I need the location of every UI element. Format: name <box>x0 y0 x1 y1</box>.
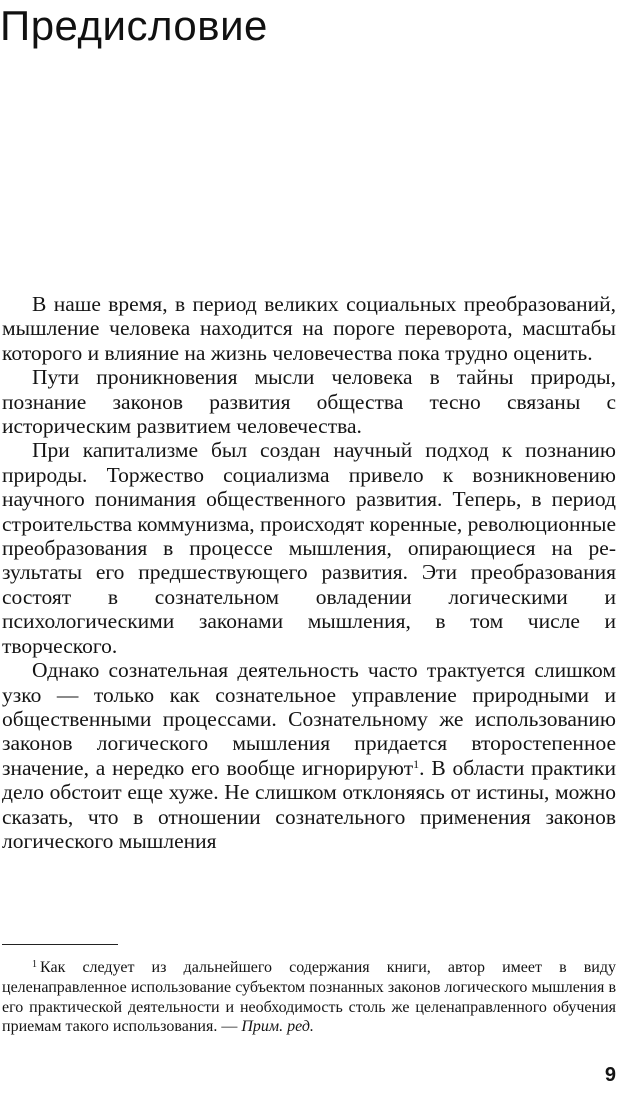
paragraph-4-text-end: . В области практики дело обстоит еще хуже. Не слишком отклоняясь от истины, можно сказать, что в отношении сознательного применения законов логического мышления <box>2 755 616 853</box>
paragraph-3: При капитализме был создан научный подход к познанию природы. Торжество социализма привело к возникновению научного понимания общественного развития. Теперь, в период строительства коммунизма, происходят коренные, революционные преобразования в процессе мышления, опирающиеся на результаты его предшествующего развития. Эти преобразования состоят в сознательном овладении логическими и психологическими законами мышления, в том числе и творческого. <box>2 438 616 658</box>
body-text <box>2 292 616 853</box>
footnote-attribution: Прим. ред. <box>241 1018 314 1036</box>
chapter-heading: Предисловие <box>0 2 268 49</box>
paragraph-2: Пути проникновения мысли человека в тайны природы, познание законов развития общества тесно связаны с историческим развитием человечества. <box>2 365 616 439</box>
footnote-separator <box>2 944 118 945</box>
paragraph-4 <box>2 658 616 853</box>
footnote-reference: 1 <box>413 756 420 771</box>
footnote <box>2 955 616 1037</box>
footnote-text: Как следует из дальнейшего содержания книги, автор имеет в виду целенаправленное использование субъектом познанных законов логического мышления в его практической деятельности и необходимость столь же целенаправленного обучения приемам такого использования. — <box>2 959 616 1036</box>
page-number: 9 <box>604 1064 616 1086</box>
paragraph-1: В наше время, в период великих социальных преобразований, мышление человека находится на пороге переворота, масштабы которого и влияние на жизнь человечества пока трудно оценить. <box>2 292 616 365</box>
paragraph-4-text-start: Однако сознательная деятельность часто трактуется слишком узко — только как сознательное управление природными и общественными процессами. Сознательному же использованию законов логического мышления придается второстепенное значение, а нередко его вообще игнорируют <box>2 658 616 780</box>
footnote-mark: 1 <box>32 959 37 970</box>
